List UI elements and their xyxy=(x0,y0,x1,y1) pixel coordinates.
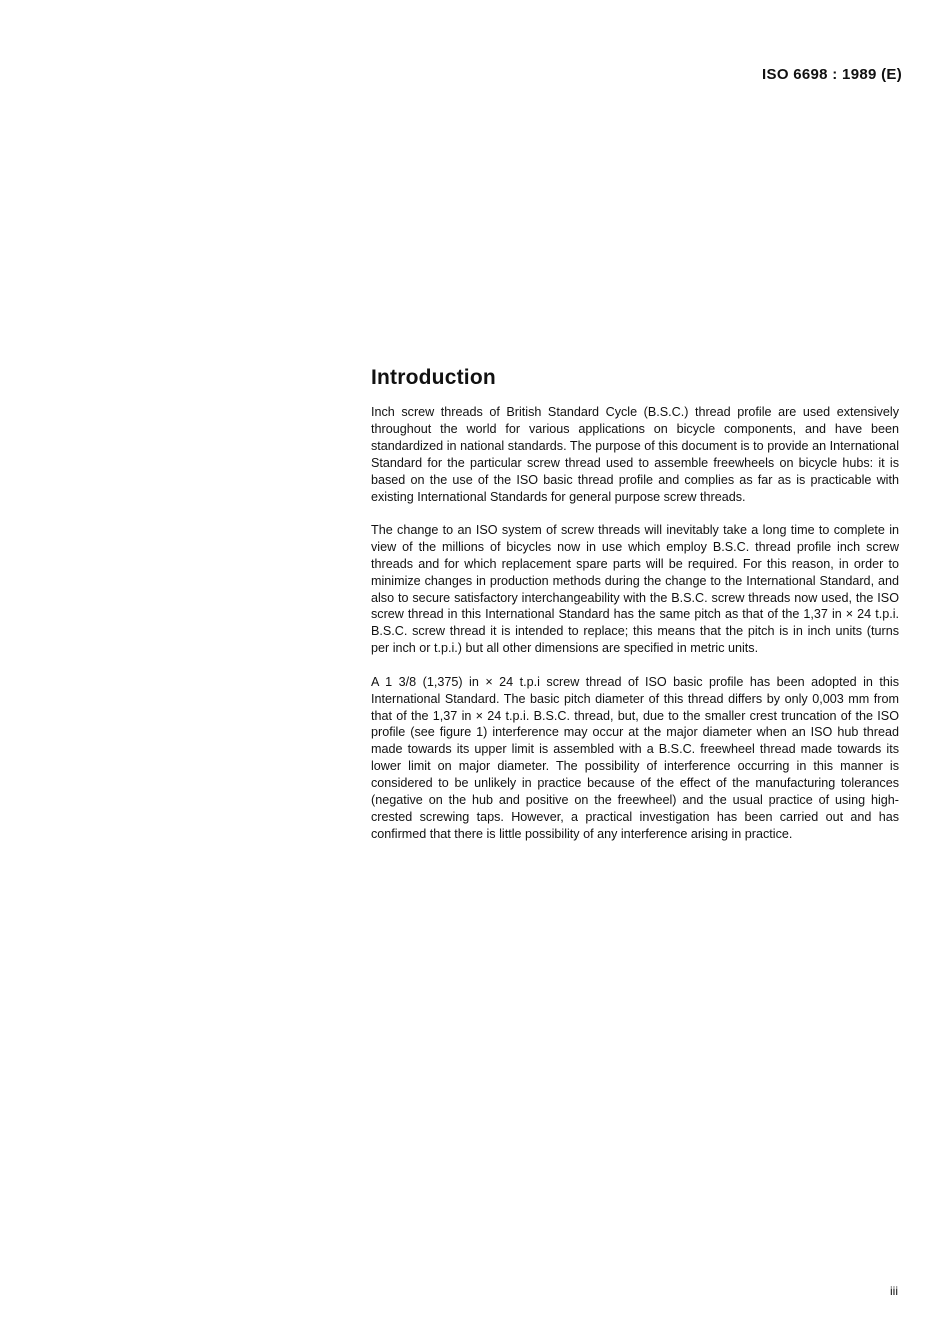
section-title: Introduction xyxy=(371,366,496,389)
page-number: iii xyxy=(890,1284,898,1298)
paragraph-3: A 1 3/8 (1,375) in × 24 t.p.i screw thread of ISO basic profile has been adopted in this International Standard. The basic pitch diameter of this thread differs by only 0,003 mm from that of the 1,37 in × 24 t.p.i. B.S.C. thread, but, due to the smaller crest truncation of the ISO profile (see figure 1) interference may occur at the major diameter when an ISO hub thread made towards its upper limit is assembled with a B.S.C. freewheel thread made towards its lower limit on major diameter. The possibility of interference occurring in this manner is considered to be unlikely in practice because of the effect of the manufacturing tolerances (negative on the hub and positive on the freewheel) and the usual practice of using high-crested screwing taps. However, a practical investigation has been carried out and has confirmed that there is little possibility of any interference arising in practice. xyxy=(371,674,899,841)
paragraph-2: The change to an ISO system of screw threads will inevitably take a long time to complete in view of the millions of bicycles now in use which employ B.S.C. thread profile inch screw threads and for which replacement spare parts will be required. For this reason, in order to minimize changes in production methods during the change to the International Standard, and also to secure satisfactory interchangeability with the B.S.C. screw threads now used, the ISO screw thread in this International Standard has the same pitch as that of the 1,37 in × 24 t.p.i. B.S.C. screw thread it is intended to replace; this means that the pitch is in inch units (turns per inch or t.p.i.) but all other dimensions are specified in metric units. xyxy=(371,522,899,656)
paragraph-1: Inch screw threads of British Standard Cycle (B.S.C.) thread profile are used extensively throughout the world for various applications on bicycle components, and have been standardized in national standards. The purpose of this document is to provide an International Standard for the particular screw thread used to assemble freewheels on bicycle hubs: it is based on the use of the ISO basic thread profile and complies as far as is practicable with existing International Standards for general purpose screw threads. xyxy=(371,405,899,504)
document-reference: ISO 6698 : 1989 (E) xyxy=(762,66,902,83)
introduction-section xyxy=(371,366,899,859)
